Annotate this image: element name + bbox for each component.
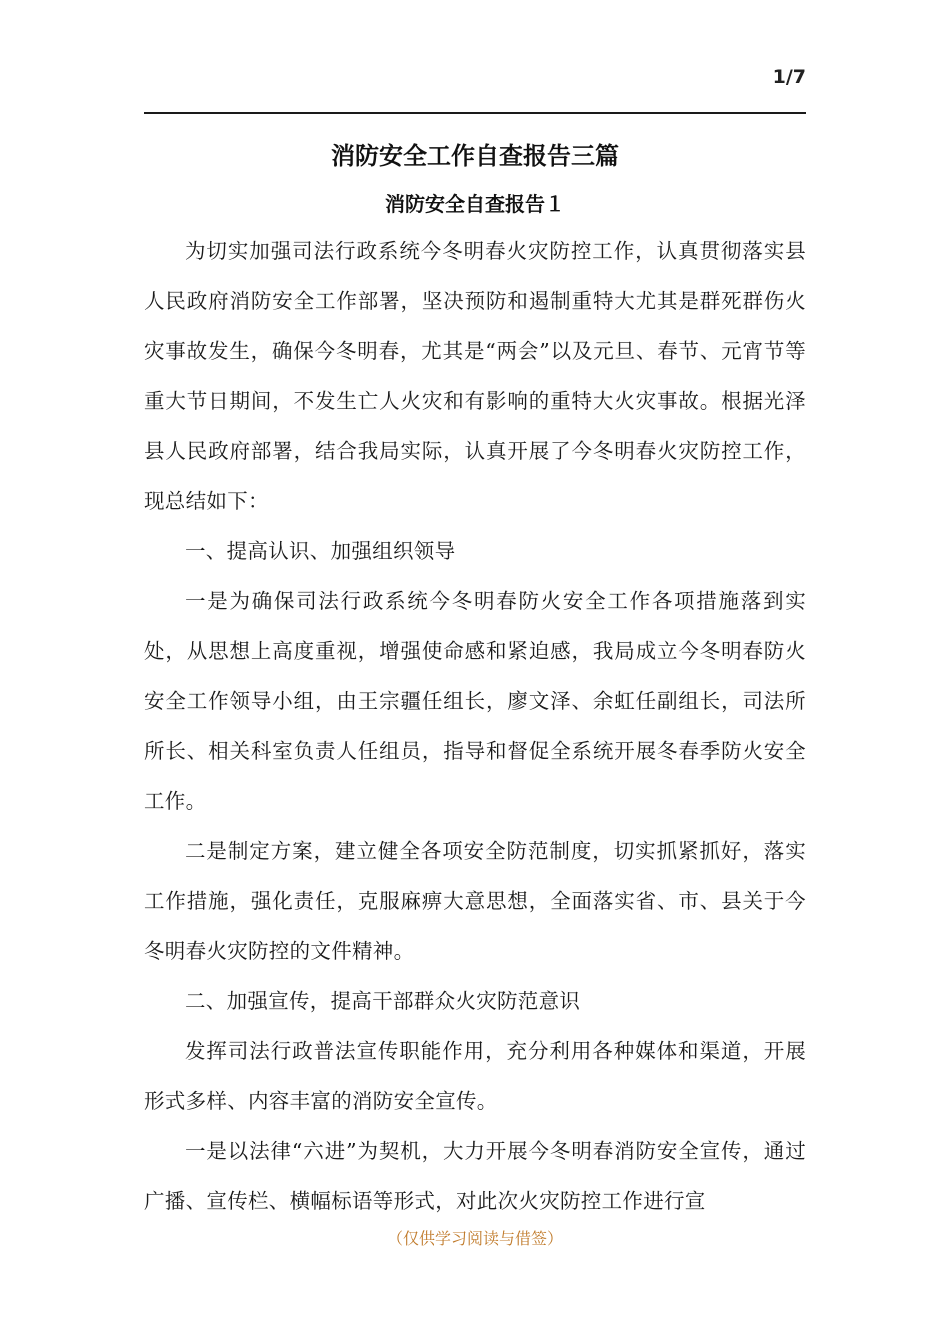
document-subtitle: 消防安全自查报告１ bbox=[385, 192, 565, 216]
document-title: 消防安全工作自查报告三篇 bbox=[331, 142, 619, 170]
paragraph: 二是制定方案，建立健全各项安全防范制度，切实抓紧抓好，落实工作措施，强化责任，克服麻痹大意思想，全面落实省、市、县关于今冬明春火灾防控的文件精神。 bbox=[144, 839, 806, 963]
header-divider bbox=[144, 112, 806, 114]
footer-note: （仅供学习阅读与借签） bbox=[386, 1229, 563, 1248]
section-heading-1: 一、提高认识、加强组织领导 bbox=[185, 539, 456, 563]
section-heading-2: 二、加强宣传，提高干部群众火灾防范意识 bbox=[185, 989, 581, 1013]
document-body bbox=[144, 226, 806, 1226]
page-number: 1/7 bbox=[772, 66, 806, 88]
paragraph: 一是为确保司法行政系统今冬明春防火安全工作各项措施落到实处，从思想上高度重视，增强使命感和紧迫感，我局成立今冬明春防火安全工作领导小组，由王宗疆任组长，廖文泽、余虹任副组长，司法所所长、相关科室负责人任组员，指导和督促全系统开展冬春季防火安全工作。 bbox=[144, 589, 806, 813]
paragraph: 一是以法律“六进”为契机，大力开展今冬明春消防安全宣传，通过广播、宣传栏、横幅标语等形式，对此次火灾防控工作进行宣 bbox=[144, 1139, 806, 1213]
paragraph: 发挥司法行政普法宣传职能作用，充分利用各种媒体和渠道，开展形式多样、内容丰富的消防安全宣传。 bbox=[144, 1039, 806, 1113]
paragraph-intro: 为切实加强司法行政系统今冬明春火灾防控工作，认真贯彻落实县人民政府消防安全工作部署，坚决预防和遏制重特大尤其是群死群伤火灾事故发生，确保今冬明春，尤其是“两会”以及元旦、春节、元宵节等重大节日期间，不发生亡人火灾和有影响的重特大火灾事故。根据光泽县人民政府部署，结合我局实际，认真开展了今冬明春火灾防控工作，现总结如下： bbox=[144, 239, 806, 513]
